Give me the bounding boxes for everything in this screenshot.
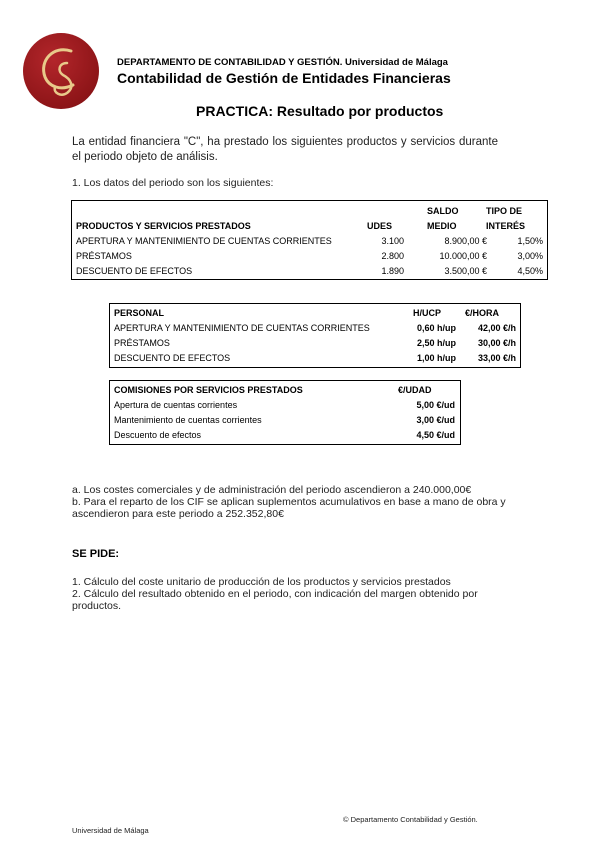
notes: [72, 484, 512, 520]
request-2: 2. Cálculo del resultado obtenido en el periodo, con indicación del margen obtenido por productos.: [72, 588, 478, 612]
data-intro: 1. Los datos del periodo son los siguientes:: [72, 177, 274, 189]
university-logo: [23, 33, 99, 109]
page-title: PRACTICA: Resultado por productos: [196, 103, 444, 119]
head-personal: PERSONAL: [114, 308, 165, 318]
personal-hora: 33,00 €/h: [477, 353, 516, 363]
product-name: APERTURA Y MANTENIMIENTO DE CUENTAS CORRIENTES: [76, 236, 332, 246]
personal-hora: 30,00 €/h: [477, 338, 516, 348]
head-udes: UDES: [367, 221, 393, 231]
product-saldo: 3.500,00 €: [444, 266, 487, 276]
head-tipo-2: INTERÉS: [486, 221, 526, 231]
head-tipo-1: TIPO DE: [486, 206, 523, 216]
head-hora: €/HORA: [465, 308, 500, 318]
head-commissions: COMISIONES POR SERVICIOS PRESTADOS: [114, 385, 303, 395]
product-udes: 1.890: [381, 266, 404, 276]
product-tipo: 4,50%: [517, 266, 543, 276]
commission-name: Apertura de cuentas corrientes: [114, 400, 238, 410]
product-name: DESCUENTO DE EFECTOS: [76, 266, 193, 276]
products-table: [71, 200, 548, 280]
product-udes: 3.100: [381, 236, 404, 246]
commission-value: 4,50 €/ud: [416, 430, 455, 440]
commissions-table: [109, 380, 461, 445]
personal-hucp: 0,60 h/up: [416, 323, 456, 333]
personal-hucp: 1,00 h/up: [416, 353, 456, 363]
personal-hucp: 2,50 h/up: [416, 338, 456, 348]
product-tipo: 3,00%: [517, 251, 543, 261]
personal-name: APERTURA Y MANTENIMIENTO DE CUENTAS CORRIENTES: [114, 323, 370, 333]
head-saldo-1: SALDO: [427, 206, 459, 216]
product-udes: 2.800: [381, 251, 404, 261]
note-a: a. Los costes comerciales y de administración del periodo ascendieron a 240.000,00€: [72, 484, 472, 496]
personal-table: [109, 303, 521, 368]
commission-value: 5,00 €/ud: [416, 400, 455, 410]
product-saldo: 10.000,00 €: [439, 251, 487, 261]
head-hucp: H/UCP: [413, 308, 442, 318]
request-1: 1. Cálculo del coste unitario de producción de los productos y servicios prestados: [72, 576, 451, 588]
intro-paragraph: La entidad financiera "C", ha prestado los siguientes productos y servicios durante el periodo objeto de análisis.: [72, 136, 498, 163]
university-footer: Universidad de Málaga: [72, 826, 149, 835]
commission-value: 3,00 €/ud: [416, 415, 455, 425]
requests: [72, 576, 512, 612]
copyright: © Departamento Contabilidad y Gestión.: [343, 815, 478, 824]
department-name: DEPARTAMENTO DE CONTABILIDAD Y GESTIÓN. Universidad de Málaga: [117, 57, 448, 68]
product-tipo: 1,50%: [517, 236, 543, 246]
personal-name: DESCUENTO DE EFECTOS: [114, 353, 231, 363]
personal-hora: 42,00 €/h: [477, 323, 516, 333]
commission-name: Descuento de efectos: [114, 430, 202, 440]
product-saldo: 8.900,00 €: [444, 236, 487, 246]
personal-name: PRÉSTAMOS: [114, 338, 170, 348]
product-name: PRÉSTAMOS: [76, 251, 132, 261]
head-udad: €/UDAD: [398, 385, 432, 395]
se-pide-heading: SE PIDE:: [72, 548, 120, 560]
head-products: PRODUCTOS Y SERVICIOS PRESTADOS: [76, 221, 251, 231]
commission-name: Mantenimiento de cuentas corrientes: [114, 415, 262, 425]
course-title: Contabilidad de Gestión de Entidades Financieras: [117, 70, 451, 86]
head-saldo-2: MEDIO: [427, 221, 457, 231]
note-b: b. Para el reparto de los CIF se aplican suplementos acumulativos en base a mano de obra y ascendieron para este periodo a 252.352,80€: [72, 496, 506, 520]
cg-monogram-icon: [23, 33, 99, 109]
